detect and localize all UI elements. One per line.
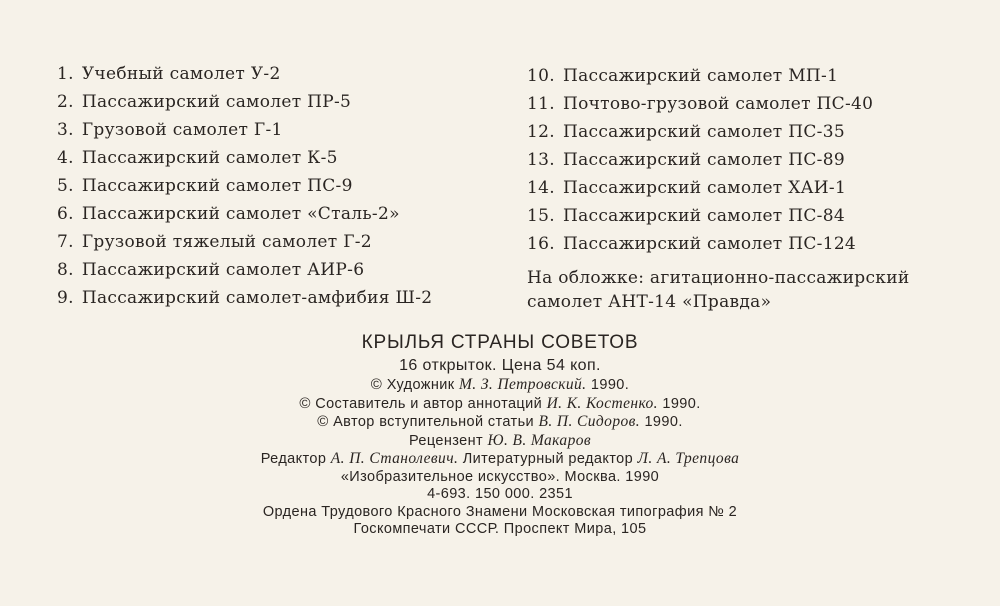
- list-item: [527, 230, 873, 258]
- print-codes: 4-693. 150 000. 2351: [427, 486, 573, 502]
- set-title: КРЫЛЬЯ СТРАНЫ СОВЕТОВ: [361, 332, 639, 353]
- compiler-credit: [180, 395, 820, 414]
- list-item-number: 3.: [57, 120, 74, 140]
- list-item-number: 16.: [527, 234, 555, 254]
- editors-credit: [180, 450, 820, 469]
- list-item-text: Пассажирский самолет ПС-35: [562, 122, 845, 142]
- editor-label: Редактор: [260, 451, 327, 467]
- list-item-number: 12.: [527, 122, 555, 142]
- lit-editor-label: Литературный редактор: [462, 451, 634, 467]
- list-item-number: 10.: [527, 66, 555, 86]
- list-item-number: 4.: [57, 148, 74, 168]
- list-item-number: 6.: [57, 204, 74, 224]
- colophon: [180, 330, 820, 539]
- list-item: [527, 62, 873, 90]
- publisher-line: «Изобразительное искусство». Москва. 1990: [340, 468, 660, 485]
- list-item: [527, 174, 873, 202]
- reviewer-label: Рецензент: [408, 432, 484, 449]
- list-item-number: 11.: [527, 94, 555, 114]
- list-item-text: Пассажирский самолет МП-1: [562, 66, 839, 86]
- list-item-text: Почтово-грузовой самолет ПС-40: [562, 94, 874, 114]
- list-item-number: 14.: [527, 178, 555, 198]
- postcard-list-left: [57, 60, 432, 312]
- list-item-number: 2.: [57, 92, 74, 112]
- artist-name: М. З. Петровский.: [458, 376, 587, 393]
- artist-credit: [180, 376, 820, 395]
- list-item: [57, 284, 432, 312]
- list-item-text: Пассажирский самолет ПС-84: [562, 206, 845, 226]
- list-item: [57, 228, 432, 256]
- compiler-year: 1990.: [662, 395, 701, 412]
- intro-author-credit: [180, 413, 820, 432]
- editor-name: А. П. Станолевич.: [330, 450, 459, 467]
- list-item-number: 1.: [57, 64, 74, 84]
- list-item-text: Пассажирский самолет «Сталь-2»: [81, 204, 400, 224]
- list-item: [527, 202, 873, 230]
- list-item: [57, 256, 432, 284]
- list-item: [527, 90, 873, 118]
- list-item-text: Пассажирский самолет-амфибия Ш-2: [81, 288, 433, 308]
- list-item-text: Пассажирский самолет ХАИ-1: [562, 178, 847, 198]
- count-and-price: 16 открыток. Цена 54 коп.: [399, 357, 601, 374]
- artist-year: 1990.: [590, 377, 630, 393]
- reviewer-credit: [180, 432, 820, 451]
- intro-author-label: Автор вступительной статьи: [333, 414, 535, 430]
- list-item-text: Грузовой тяжелый самолет Г-2: [81, 232, 372, 252]
- artist-label: Художник: [386, 377, 455, 393]
- list-item-text: Пассажирский самолет АИР-6: [81, 260, 365, 280]
- copyright-icon: ©: [317, 413, 329, 430]
- copyright-icon: ©: [370, 376, 383, 393]
- list-item-text: Пассажирский самолет К-5: [81, 148, 338, 168]
- cover-note: [527, 266, 977, 314]
- list-item: [57, 200, 432, 228]
- list-item-number: 13.: [527, 150, 555, 170]
- list-item: [57, 172, 432, 200]
- list-item: [527, 118, 873, 146]
- compiler-label: Составитель и автор аннотаций: [315, 395, 543, 412]
- cover-note-line: На обложке: агитационно-пассажирский: [527, 268, 910, 288]
- list-item-number: 7.: [57, 232, 74, 252]
- list-item-text: Учебный самолет У-2: [81, 64, 281, 84]
- list-item: [527, 146, 873, 174]
- list-item: [57, 116, 432, 144]
- copyright-icon: ©: [299, 394, 311, 412]
- list-item-text: Пассажирский самолет ПР-5: [81, 92, 352, 112]
- list-item: [57, 60, 432, 88]
- lit-editor-name: Л. А. Трепцова: [637, 450, 740, 467]
- list-item-number: 15.: [527, 206, 555, 226]
- postcard-list-right: [527, 62, 873, 258]
- list-item: [57, 88, 432, 116]
- list-item-text: Грузовой самолет Г-1: [81, 120, 283, 140]
- list-item-text: Пассажирский самолет ПС-124: [562, 234, 857, 254]
- printer-line: Госкомпечати СССР. Проспект Мира, 105: [353, 521, 647, 537]
- cover-note-line: самолет АНТ-14 «Правда»: [527, 292, 772, 312]
- list-item-number: 9.: [57, 288, 74, 308]
- list-item-text: Пассажирский самолет ПС-89: [562, 150, 845, 170]
- intro-author-name: В. П. Сидоров.: [538, 413, 641, 430]
- list-item-number: 5.: [57, 176, 74, 196]
- list-item-text: Пассажирский самолет ПС-9: [81, 176, 353, 196]
- compiler-name: И. К. Костенко.: [546, 394, 658, 412]
- list-item: [57, 144, 432, 172]
- list-item-number: 8.: [57, 260, 74, 280]
- printer-line: Ордена Трудового Красного Знамени Московская типография № 2: [262, 503, 738, 520]
- reviewer-name: Ю. В. Макаров: [487, 431, 591, 449]
- intro-author-year: 1990.: [644, 414, 683, 430]
